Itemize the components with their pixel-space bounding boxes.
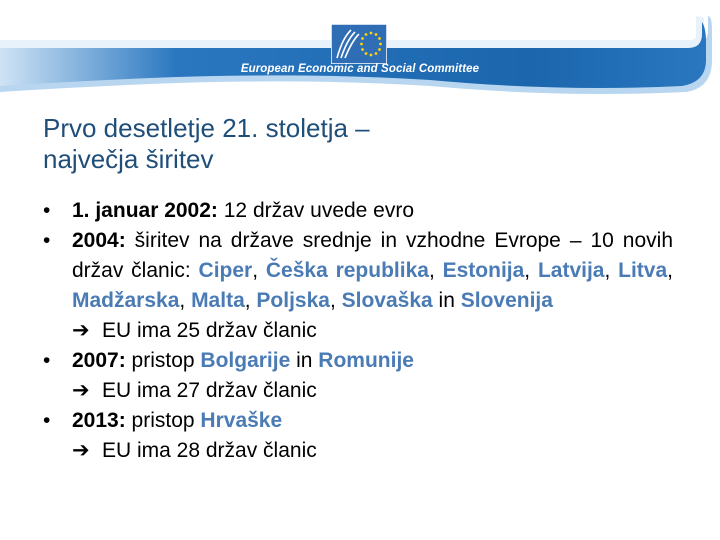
bullet-text: pristop bbox=[125, 349, 201, 372]
bullet-text: pristop bbox=[125, 409, 201, 432]
result-text: EU ima 27 držav članic bbox=[102, 379, 317, 402]
separator: , bbox=[329, 289, 342, 312]
arrow-right-icon: ➔ bbox=[72, 439, 90, 462]
bullet-item-2004 bbox=[43, 226, 673, 346]
country-name: Litva bbox=[618, 259, 668, 282]
separator: , bbox=[524, 259, 538, 282]
country-name: Malta bbox=[191, 289, 245, 312]
country-name: Hrvaške bbox=[200, 409, 283, 432]
bullet-marker: • bbox=[43, 199, 51, 222]
bullet-marker: • bbox=[43, 409, 51, 432]
bullet-marker: • bbox=[43, 349, 51, 372]
slide-title-line-1: Prvo desetletje 21. stoletja – bbox=[43, 113, 370, 143]
separator: , bbox=[604, 259, 619, 282]
result-line bbox=[72, 436, 673, 466]
separator: , bbox=[244, 289, 257, 312]
slide-title bbox=[43, 113, 643, 175]
bullet-lead: 2007: bbox=[72, 349, 126, 372]
country-name: Slovenija bbox=[460, 289, 553, 312]
country-name: Latvija bbox=[537, 259, 605, 282]
result-line bbox=[72, 316, 673, 346]
bullet-item-2002 bbox=[43, 196, 673, 226]
slide-title-line-2: največja širitev bbox=[43, 144, 214, 174]
eesc-logo-icon bbox=[331, 24, 387, 64]
header-banner bbox=[0, 0, 720, 100]
bullet-lead: 2013: bbox=[72, 409, 126, 432]
conjunction: in bbox=[290, 349, 319, 372]
country-name: Estonija bbox=[442, 259, 525, 282]
conjunction: in bbox=[432, 289, 461, 312]
country-name: Poljska bbox=[256, 289, 330, 312]
arrow-right-icon: ➔ bbox=[72, 379, 90, 402]
bullet-body bbox=[72, 226, 673, 346]
bullet-text: širitev na države srednje in vzhodne Evrope – 10 novih držav članic: bbox=[72, 229, 673, 282]
bullet-item-2007 bbox=[43, 346, 673, 406]
country-name: Romunije bbox=[318, 349, 414, 372]
country-name: Bolgarije bbox=[200, 349, 291, 372]
bullet-marker: • bbox=[43, 229, 51, 252]
result-line bbox=[72, 376, 673, 406]
country-name: Slovaška bbox=[341, 289, 433, 312]
organization-name: European Economic and Social Committee bbox=[240, 63, 480, 75]
separator: , bbox=[667, 259, 673, 282]
bullet-text: 12 držav uvede evro bbox=[217, 199, 415, 222]
bullet-list bbox=[43, 196, 673, 466]
result-text: EU ima 25 držav članic bbox=[102, 319, 317, 342]
country-name: Češka republika bbox=[265, 259, 429, 282]
bullet-item-2013 bbox=[43, 406, 673, 466]
country-name: Madžarska bbox=[72, 289, 180, 312]
bullet-lead: 1. januar 2002: bbox=[72, 199, 218, 222]
separator: , bbox=[179, 289, 192, 312]
separator: , bbox=[252, 259, 266, 282]
separator: , bbox=[428, 259, 443, 282]
arrow-right-icon: ➔ bbox=[72, 319, 90, 342]
bullet-lead: 2004: bbox=[72, 229, 126, 252]
result-text: EU ima 28 držav članic bbox=[102, 439, 317, 462]
country-name: Ciper bbox=[198, 259, 253, 282]
